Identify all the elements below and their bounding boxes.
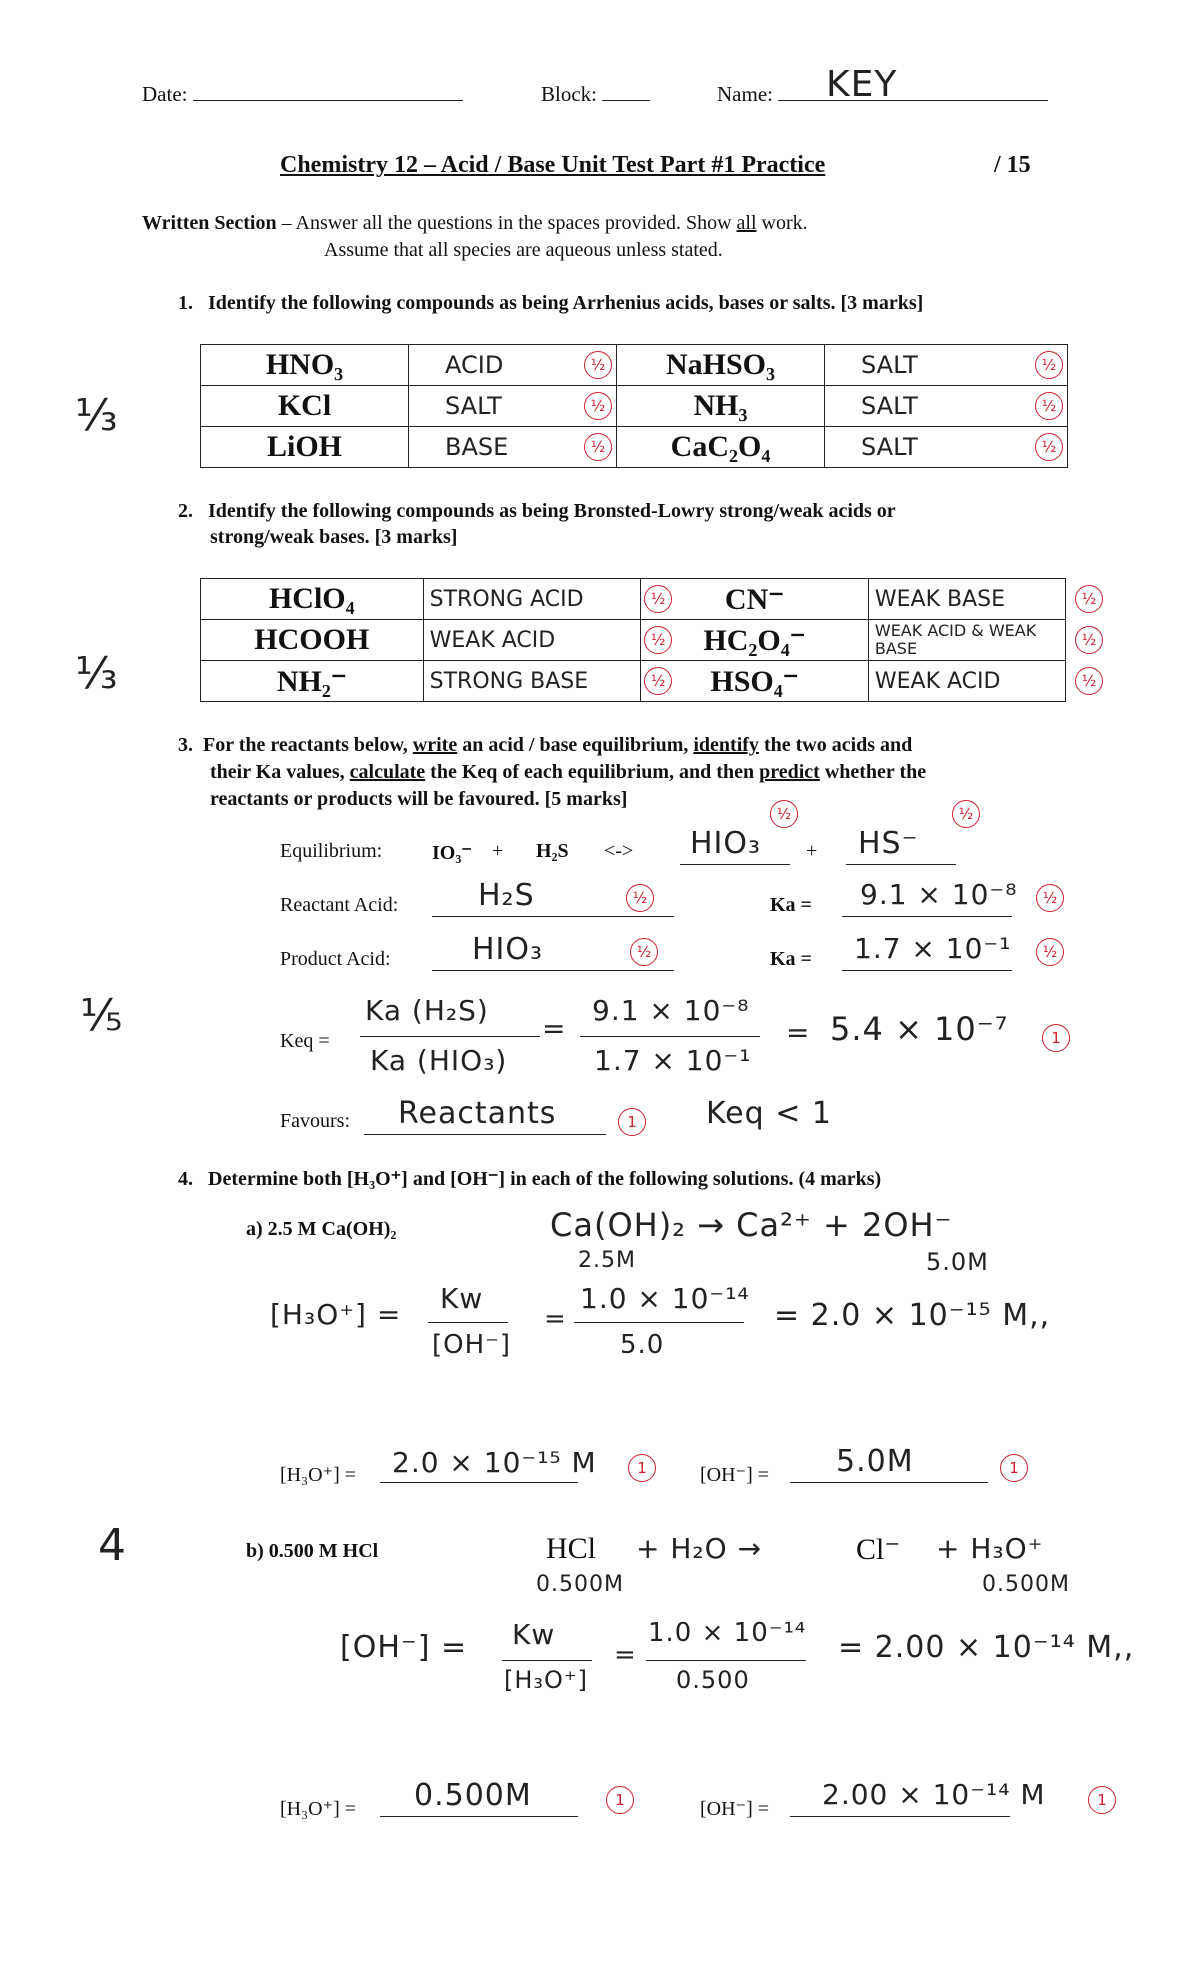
- q2-compound: CN⁻: [641, 579, 869, 620]
- q4a-reaction: Ca(OH)₂ → Ca²⁺ + 2OH⁻: [550, 1206, 953, 1244]
- q4b-calc-result: = 2.00 × 10⁻¹⁴ M,,: [838, 1630, 1135, 1665]
- page-title: Chemistry 12 – Acid / Base Unit Test Part #1 Practice: [280, 152, 826, 178]
- q4a-oh-value: 5.0M: [836, 1444, 914, 1479]
- q4a-oh-label: [OH⁻] =: [700, 1464, 770, 1486]
- q3-text: the two acids and: [758, 734, 913, 756]
- keq-den-value: 1.7 × 10⁻¹: [594, 1044, 752, 1077]
- one-mark-icon: 1: [628, 1454, 656, 1482]
- date-line: [193, 80, 463, 101]
- margin-score-q1: ⅓: [75, 390, 118, 441]
- product-1-line: [680, 864, 790, 865]
- q2-answer: [423, 620, 666, 661]
- margin-score-q4: 4: [98, 1520, 126, 1571]
- q2-compound: HCOOH: [201, 620, 424, 661]
- q1-answer-text: SALT: [861, 351, 918, 379]
- q4a-conc-right: 5.0M: [926, 1248, 989, 1276]
- q1-answer-text: SALT: [445, 392, 502, 420]
- table-row: [201, 386, 1068, 427]
- q1-answer-text: SALT: [861, 392, 918, 420]
- table-row: [201, 579, 1066, 620]
- q3-number: 3.: [178, 734, 193, 756]
- keq-fraction-bar: [360, 1036, 540, 1037]
- q4a-conc-left: 2.5M: [578, 1248, 636, 1273]
- q4a-calc-num: Kw: [440, 1282, 484, 1315]
- q4-prompt: [178, 1166, 881, 1191]
- q1-answer-text: SALT: [861, 433, 918, 461]
- q4a-calc-num2: 1.0 × 10⁻¹⁴: [580, 1282, 750, 1315]
- block-field: [541, 80, 650, 107]
- half-mark-icon: ½: [1075, 585, 1103, 613]
- q3-write: write: [412, 734, 458, 756]
- keq-result: 5.4 × 10⁻⁷: [830, 1010, 1009, 1048]
- product-acid-value: HIO₃: [472, 932, 544, 967]
- q4b-conc-left: 0.500M: [536, 1572, 624, 1597]
- one-mark-icon: 1: [606, 1786, 634, 1814]
- q3-calculate: calculate: [349, 761, 426, 783]
- q4b-calc-lhs: [OH⁻] =: [340, 1630, 468, 1665]
- date-label: Date:: [142, 82, 188, 106]
- q4b-calc-den: [H₃O⁺]: [504, 1666, 588, 1694]
- table-row: [201, 345, 1068, 386]
- plus-sign-2: +: [806, 840, 818, 862]
- q3-predict: predict: [759, 761, 820, 783]
- reactant-acid-line: [432, 916, 674, 917]
- half-mark-icon: ½: [626, 884, 654, 912]
- half-mark-icon: ½: [584, 433, 612, 461]
- q2-answer: [423, 661, 666, 702]
- q4b-oh-label: [OH⁻] =: [700, 1798, 770, 1820]
- q3-text: an acid / base equilibrium,: [457, 734, 694, 756]
- q2-answer-text: WEAK ACID: [874, 668, 1001, 694]
- one-mark-icon: 1: [1088, 1786, 1116, 1814]
- q4a-oh-line: [790, 1482, 988, 1483]
- q2-answer-text: STRONG BASE: [429, 668, 589, 694]
- q4b-oh-line: [790, 1816, 1010, 1817]
- q2-answer: [868, 661, 1097, 702]
- name-value: KEY: [826, 64, 898, 105]
- q2-answer: [868, 620, 1097, 661]
- q1-answer: [825, 386, 1068, 427]
- half-mark-icon: ½: [952, 800, 980, 828]
- ka-label-reactant: Ka =: [770, 894, 812, 916]
- q2-number: 2.: [178, 500, 193, 522]
- product-2-line: [846, 864, 956, 865]
- ka-reactant-line: [842, 916, 1012, 917]
- q4b-calc-den2: 0.500: [676, 1666, 750, 1694]
- q3-prompt-line2: [210, 761, 926, 784]
- q4a-frac-bar2: [574, 1322, 744, 1323]
- q1-compound: NaHSO₃: [617, 345, 825, 386]
- q4a-h3o-value: 2.0 × 10⁻¹⁵ M: [392, 1446, 597, 1479]
- q1-text: Identify the following compounds as being Arrhenius acids, bases or salts. [3 marks]: [208, 292, 924, 314]
- q3-text: whether the: [819, 761, 927, 783]
- q1-answer-text: ACID: [445, 351, 504, 379]
- q4a-calc-lhs: [H₃O⁺] =: [270, 1298, 402, 1331]
- keq-denominator: Ka (HIO₃): [370, 1044, 508, 1077]
- ka-label-product: Ka =: [770, 948, 812, 970]
- half-mark-icon: ½: [584, 351, 612, 379]
- q4b-conc-right: 0.500M: [982, 1572, 1070, 1597]
- q4a-calc-den: [OH⁻]: [432, 1330, 512, 1360]
- q4b-calc-num2: 1.0 × 10⁻¹⁴: [648, 1618, 807, 1648]
- q4a-eq: =: [544, 1304, 567, 1334]
- ka-reactant-value: 9.1 × 10⁻⁸: [860, 878, 1018, 911]
- q3-identify: identify: [693, 734, 759, 756]
- q2-prompt-line2: strong/weak bases. [3 marks]: [210, 526, 458, 548]
- q4b-eq: =: [614, 1640, 637, 1670]
- q2-compound: HSO₄⁻: [641, 661, 869, 702]
- q1-answer: [409, 345, 617, 386]
- keq-eq-1: =: [542, 1012, 567, 1045]
- block-label: Block:: [541, 82, 597, 106]
- q3-text: their Ka values,: [210, 761, 350, 783]
- product-acid-line: [432, 970, 674, 971]
- q4b-reaction-cl: Cl⁻: [856, 1533, 901, 1566]
- keq-num-value: 9.1 × 10⁻⁸: [592, 994, 750, 1027]
- half-mark-icon: ½: [1035, 433, 1063, 461]
- table-row: [201, 620, 1066, 661]
- q1-answer-text: BASE: [445, 433, 509, 461]
- table-row: [201, 427, 1068, 468]
- favours-label: Favours:: [280, 1110, 350, 1132]
- half-mark-icon: ½: [1036, 938, 1064, 966]
- plus-sign: +: [492, 840, 504, 862]
- reactant-acid-label: Reactant Acid:: [280, 894, 399, 916]
- margin-score-q2: ⅓: [75, 648, 118, 699]
- favours-note: Keq < 1: [706, 1096, 832, 1131]
- half-mark-icon: ½: [770, 800, 798, 828]
- reactant-2: H₂S: [536, 840, 569, 862]
- instructions: [142, 212, 808, 235]
- q2-prompt: [178, 500, 896, 523]
- q4b-h3o-label: [H₃O⁺] =: [280, 1798, 357, 1820]
- date-field: [142, 80, 463, 107]
- keq-value-bar: [580, 1036, 760, 1037]
- q4a-h3o-label: [H₃O⁺] =: [280, 1464, 357, 1486]
- q1-answer: [825, 345, 1068, 386]
- name-label: Name:: [717, 82, 773, 106]
- q4a-calc-den2: 5.0: [620, 1330, 665, 1360]
- q4b-reaction-h3o: + H₃O⁺: [936, 1532, 1044, 1565]
- q3-prompt-line1: [178, 734, 912, 757]
- favours-line: [364, 1134, 606, 1135]
- half-mark-icon: ½: [644, 585, 672, 613]
- q2-text1: Identify the following compounds as being Bronsted-Lowry strong/weak acids or: [208, 500, 896, 522]
- q3-prompt-line3: reactants or products will be favoured. [5 marks]: [210, 788, 628, 810]
- keq-label: Keq =: [280, 1030, 330, 1052]
- q4b-reaction-rest: + H₂O →: [636, 1532, 763, 1565]
- half-mark-icon: ½: [1075, 626, 1103, 654]
- product-1: HIO₃: [690, 826, 762, 861]
- q1-answer: [825, 427, 1068, 468]
- q4a-frac-bar: [428, 1322, 508, 1323]
- q2-compound: HC₂O₄⁻: [641, 620, 869, 661]
- half-mark-icon: ½: [630, 938, 658, 966]
- q2-answer: [868, 579, 1097, 620]
- q4-text: Determine both [H₃O⁺] and [OH⁻] in each of the following solutions. (4 marks): [208, 1168, 882, 1190]
- ka-product-value: 1.7 × 10⁻¹: [854, 932, 1012, 965]
- q1-compound: CaC₂O₄: [617, 427, 825, 468]
- instr-all: all: [736, 212, 757, 234]
- half-mark-icon: ½: [644, 667, 672, 695]
- q4b-calc-num: Kw: [512, 1618, 556, 1651]
- q2-answer-text: STRONG ACID: [429, 586, 584, 612]
- table-row: [201, 661, 1066, 702]
- q4a-calc-result: = 2.0 × 10⁻¹⁵ M,,: [774, 1298, 1051, 1333]
- q4b-h3o-value: 0.500M: [414, 1778, 532, 1813]
- half-mark-icon: ½: [584, 392, 612, 420]
- instr-text: – Answer all the questions in the spaces provided. Show: [276, 212, 737, 234]
- q2-answer-text: WEAK BASE: [874, 586, 1006, 612]
- half-mark-icon: ½: [1036, 884, 1064, 912]
- one-mark-icon: 1: [618, 1108, 646, 1136]
- q4b-frac-bar: [502, 1660, 592, 1661]
- q1-compound: HNO₃: [201, 345, 409, 386]
- margin-score-q3: ⅕: [80, 990, 123, 1041]
- q1-answer: [409, 427, 617, 468]
- q1-compound: LiOH: [201, 427, 409, 468]
- product-acid-label: Product Acid:: [280, 948, 391, 970]
- product-2: HS⁻: [858, 826, 919, 861]
- total-score: / 15: [994, 152, 1031, 178]
- block-line: [602, 80, 650, 101]
- half-mark-icon: ½: [644, 626, 672, 654]
- favours-value: Reactants: [398, 1096, 557, 1131]
- q1-table: [200, 344, 1068, 468]
- q2-answer: [423, 579, 666, 620]
- q4b-h3o-line: [380, 1816, 578, 1817]
- one-mark-icon: 1: [1042, 1024, 1070, 1052]
- keq-eq-2: =: [786, 1016, 811, 1049]
- one-mark-icon: 1: [1000, 1454, 1028, 1482]
- q4b-label: b) 0.500 M HCl: [246, 1540, 379, 1562]
- q4-number: 4.: [178, 1168, 193, 1190]
- q4b-oh-value: 2.00 × 10⁻¹⁴ M: [822, 1778, 1046, 1811]
- q4a-h3o-line: [380, 1482, 578, 1483]
- instructions-line2: Assume that all species are aqueous unless stated.: [324, 239, 723, 261]
- reactant-acid-value: H₂S: [478, 878, 535, 913]
- equilibrium-arrow: <->: [604, 840, 634, 862]
- q1-compound: KCl: [201, 386, 409, 427]
- equilibrium-label: Equilibrium:: [280, 840, 383, 862]
- reactant-1: IO₃⁻: [432, 842, 472, 864]
- q3-text: the Keq of each equilibrium, and then: [425, 761, 760, 783]
- q1-prompt: [178, 292, 923, 315]
- q2-table: [200, 578, 1097, 702]
- q3-text: For the reactants below,: [203, 734, 413, 756]
- half-mark-icon: ½: [1035, 392, 1063, 420]
- q4a-label: a) 2.5 M Ca(OH)₂: [246, 1218, 397, 1240]
- q2-answer-text: WEAK ACID: [429, 627, 556, 653]
- keq-numerator: Ka (H₂S): [365, 994, 489, 1027]
- q2-answer-text: WEAK ACID & WEAK BASE: [874, 621, 1037, 658]
- q2-compound: HClO₄: [201, 579, 424, 620]
- half-mark-icon: ½: [1035, 351, 1063, 379]
- q1-compound: NH₃: [617, 386, 825, 427]
- q4b-reaction-hcl: HCl: [546, 1532, 597, 1565]
- q4b-frac-bar2: [646, 1660, 806, 1661]
- q1-answer: [409, 386, 617, 427]
- half-mark-icon: ½: [1075, 667, 1103, 695]
- section-label: Written Section: [142, 212, 277, 234]
- ka-product-line: [842, 970, 1012, 971]
- q2-compound: NH₂⁻: [201, 661, 424, 702]
- instr-end: work.: [756, 212, 808, 234]
- q1-number: 1.: [178, 292, 193, 314]
- name-line: [778, 80, 1048, 101]
